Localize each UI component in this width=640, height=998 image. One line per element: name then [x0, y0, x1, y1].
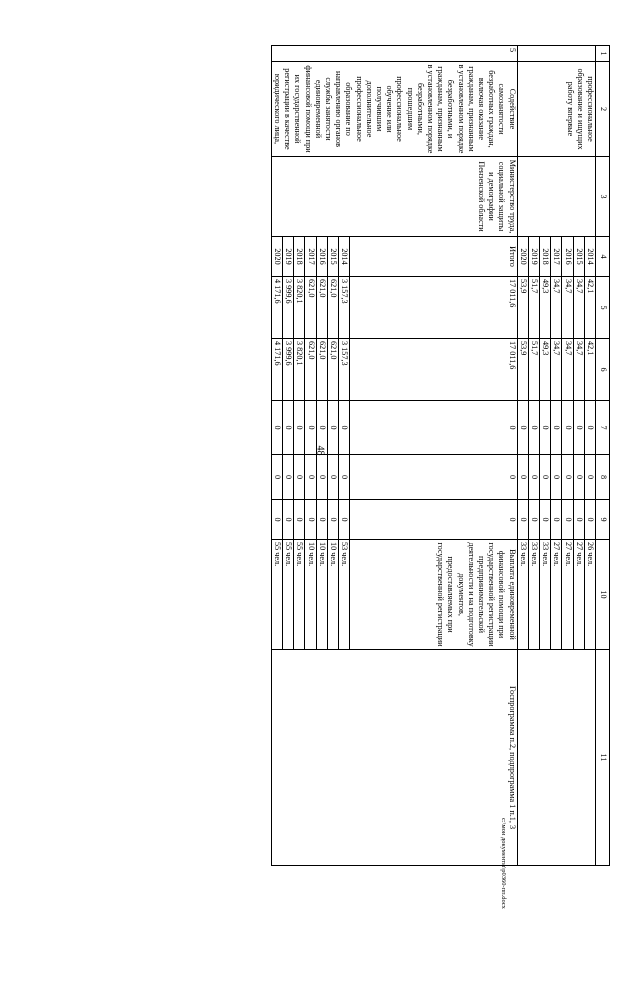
cell-col7: 0 [305, 401, 316, 455]
cell-col8: 0 [562, 455, 573, 500]
cell-executor-empty [517, 157, 595, 237]
cell-col8: 0 [316, 455, 327, 500]
cell-indicator: Выплата единовременной финансовой помощи при государственной регистрации предпринимательской деятельности и на подготовку документов, предоставляемых при государственной регистрации [350, 540, 517, 650]
cell-col9: 0 [539, 500, 550, 540]
cell-col7: 0 [294, 401, 305, 455]
cell-col5: 34,7 [562, 277, 573, 339]
cell-year: 2014 [584, 237, 595, 277]
cell-col9: 0 [584, 500, 595, 540]
table-row [584, 46, 595, 866]
cell-col6: 34,7 [562, 339, 573, 401]
cell-col5: 49,3 [539, 277, 550, 339]
program-table [271, 45, 610, 866]
cell-col10: 27 чел. [562, 540, 573, 650]
cell-col7: 0 [282, 401, 293, 455]
cell-col8: 0 [305, 455, 316, 500]
cell-col5: 621,0 [327, 277, 338, 339]
cell-col8: 0 [551, 455, 562, 500]
rotated-table-container [80, 45, 610, 865]
col-header-6: 6 [596, 339, 610, 401]
cell-col8: 0 [350, 455, 517, 500]
cell-col7: 0 [316, 401, 327, 455]
cell-year: 2020 [271, 237, 282, 277]
cell-col5: 17 011,6 [350, 277, 517, 339]
col-header-7: 7 [596, 401, 610, 455]
cell-col9: 0 [282, 500, 293, 540]
cell-col8: 0 [528, 455, 539, 500]
col-header-5: 5 [596, 277, 610, 339]
row5-block [271, 46, 517, 866]
cell-col5: 34,7 [551, 277, 562, 339]
cell-col10: 10 чел. [305, 540, 316, 650]
col-header-2: 2 [596, 62, 610, 157]
cell-col5: 34,7 [573, 277, 584, 339]
cell-col5: 3 157,3 [338, 277, 349, 339]
cell-col10: 26 чел. [584, 540, 595, 650]
cell-col6: 621,0 [316, 339, 327, 401]
cell-year-total: Итого [350, 237, 517, 277]
cell-col9: 0 [573, 500, 584, 540]
cell-col9: 0 [305, 500, 316, 540]
cell-col7: 0 [327, 401, 338, 455]
cell-year: 2020 [517, 237, 528, 277]
cell-col6: 3 999,6 [282, 339, 293, 401]
cell-col7: 0 [584, 401, 595, 455]
cell-col5: 621,0 [305, 277, 316, 339]
cell-year: 2019 [282, 237, 293, 277]
cell-col7: 0 [562, 401, 573, 455]
cell-col5: 42,1 [584, 277, 595, 339]
cell-col7: 0 [271, 401, 282, 455]
cell-measure: Содействие самозанятости безработных граждан, включая оказание гражданам, признанным в установленном порядке безработными, и гражданам, признанным в установленном порядке безработными, прошедшим профессиональное обучение или получившим дополнительное профессиональное образование по направлению органов службы занятости единовременной финансовой помощи при их государственной регистрации в качестве юридического лица, [271, 62, 517, 157]
cell-col10: 55 чел. [271, 540, 282, 650]
cell-year: 2018 [294, 237, 305, 277]
cell-col6: 621,0 [305, 339, 316, 401]
cell-col10: 53 чел. [338, 540, 349, 650]
cell-row-number: 5 [271, 46, 517, 62]
cell-col9: 0 [551, 500, 562, 540]
cell-col7: 0 [517, 401, 528, 455]
col-header-3: 3 [596, 157, 610, 237]
cell-col10: 33 чел. [528, 540, 539, 650]
cell-col5: 3 820,1 [294, 277, 305, 339]
cell-year: 2016 [316, 237, 327, 277]
cell-col9: 0 [517, 500, 528, 540]
cell-col6: 49,3 [539, 339, 550, 401]
cell-col10: 33 чел. [517, 540, 528, 650]
cell-source-empty [517, 650, 595, 866]
cell-col10: 55 чел. [282, 540, 293, 650]
cell-year: 2015 [573, 237, 584, 277]
cell-year: 2014 [338, 237, 349, 277]
col-header-8: 8 [596, 455, 610, 500]
column-number-row [596, 46, 610, 866]
cell-executor: Министерство труда, социальной защиты и демографии Пензенской области [271, 157, 517, 237]
cell-col8: 0 [573, 455, 584, 500]
cell-col5: 51,7 [528, 277, 539, 339]
cell-col10: 27 чел. [551, 540, 562, 650]
cell-col6: 53,9 [517, 339, 528, 401]
cell-col5: 3 999,6 [282, 277, 293, 339]
cell-col6: 34,7 [573, 339, 584, 401]
cell-col6: 3 157,3 [338, 339, 349, 401]
cell-col9: 0 [528, 500, 539, 540]
cell-col6: 621,0 [327, 339, 338, 401]
cell-col8: 0 [517, 455, 528, 500]
cell-year: 2017 [305, 237, 316, 277]
cell-source: Госпрограмма п.2, подпрограмма 1 п.1, 3 [271, 650, 517, 866]
table-row-total [350, 46, 517, 866]
cell-col8: 0 [271, 455, 282, 500]
cell-col10: 10 чел. [327, 540, 338, 650]
cell-col9: 0 [327, 500, 338, 540]
cell-col6: 42,1 [584, 339, 595, 401]
cell-year: 2015 [327, 237, 338, 277]
cell-year: 2019 [528, 237, 539, 277]
cell-year: 2016 [562, 237, 573, 277]
cell-year: 2018 [539, 237, 550, 277]
footer-path: с:\мои документы\р0360-пп.docx [500, 818, 507, 909]
cell-col7: 0 [539, 401, 550, 455]
cell-col8: 0 [282, 455, 293, 500]
cell-col7: 0 [573, 401, 584, 455]
cell-col5: 621,0 [316, 277, 327, 339]
cell-col10: 55 чел. [294, 540, 305, 650]
cell-num-empty [517, 46, 595, 62]
cell-measure: профессиональное образование и ищущих работу впервые [517, 62, 595, 157]
cell-year: 2017 [551, 237, 562, 277]
cell-col7: 0 [528, 401, 539, 455]
cell-col7: 0 [350, 401, 517, 455]
col-header-9: 9 [596, 500, 610, 540]
cell-col9: 0 [271, 500, 282, 540]
cell-col9: 0 [350, 500, 517, 540]
cell-col8: 0 [327, 455, 338, 500]
cell-col10: 33 чел. [539, 540, 550, 650]
cell-col8: 0 [584, 455, 595, 500]
cell-col7: 0 [551, 401, 562, 455]
cell-col9: 0 [316, 500, 327, 540]
cell-col5: 53,9 [517, 277, 528, 339]
col-header-10: 10 [596, 540, 610, 650]
cell-col9: 0 [338, 500, 349, 540]
col-header-11: 11 [596, 650, 610, 866]
page-number: 48 [314, 445, 326, 456]
col-header-1: 1 [596, 46, 610, 62]
col-header-4: 4 [596, 237, 610, 277]
cell-col9: 0 [562, 500, 573, 540]
cell-col10: 10 чел. [316, 540, 327, 650]
cell-col6: 34,7 [551, 339, 562, 401]
cell-col6: 4 171,6 [271, 339, 282, 401]
cell-col6: 51,7 [528, 339, 539, 401]
cell-col5: 4 171,6 [271, 277, 282, 339]
cell-col8: 0 [294, 455, 305, 500]
cell-col7: 0 [338, 401, 349, 455]
cell-col8: 0 [539, 455, 550, 500]
cell-col8: 0 [338, 455, 349, 500]
cell-col10: 27 чел. [573, 540, 584, 650]
cell-col9: 0 [294, 500, 305, 540]
top-block [517, 46, 595, 866]
cell-col6: 17 011,6 [350, 339, 517, 401]
cell-col6: 3 820,1 [294, 339, 305, 401]
